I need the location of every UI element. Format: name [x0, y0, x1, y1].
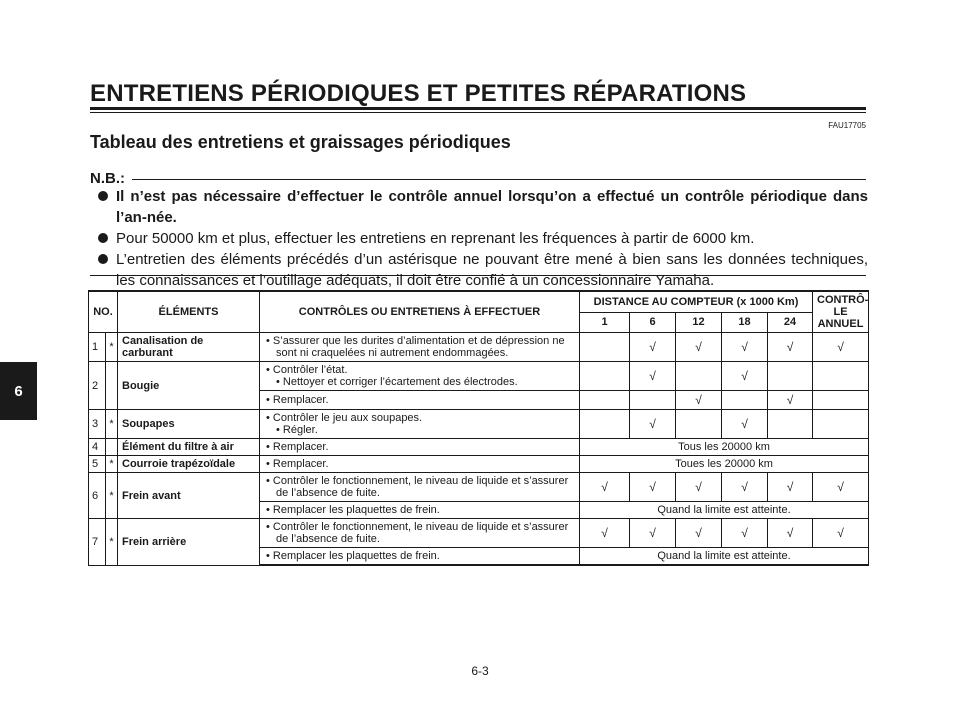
row-action: • Contrôler le jeu aux soupapes. • Régler.	[260, 410, 580, 439]
header-rule	[90, 107, 866, 110]
note-item	[98, 249, 868, 291]
row-action: • Remplacer les plaquettes de frein.	[260, 548, 580, 566]
row-element: Frein arrière	[118, 519, 260, 566]
check-cell	[768, 362, 813, 391]
row-interval: Tous les 20000 km	[580, 439, 869, 456]
chapter-title: ENTRETIENS PÉRIODIQUES ET PETITES RÉPARATIONS	[90, 80, 747, 107]
row-number: 7	[89, 519, 106, 566]
notes-rule	[90, 275, 866, 276]
check-mark: √	[676, 519, 722, 548]
asterisk: *	[106, 456, 118, 473]
row-action: • Remplacer.	[260, 391, 580, 410]
header-km: 1	[580, 312, 630, 332]
nb-rule	[132, 179, 866, 180]
check-mark: √	[722, 362, 768, 391]
check-cell	[630, 391, 676, 410]
asterisk: *	[106, 410, 118, 439]
check-mark: √	[722, 410, 768, 439]
check-mark: √	[768, 391, 813, 410]
table-row	[89, 362, 869, 391]
row-action: • Contrôler l’état. • Nettoyer et corriger l’écartement des électrodes.	[260, 362, 580, 391]
row-number: 4	[89, 439, 106, 456]
chapter-tab-number: 6	[14, 382, 23, 400]
row-action: • Contrôler le fonctionnement, le niveau de liquide et s’assurer de l’absence de fuite.	[260, 519, 580, 548]
bullet-icon	[98, 233, 108, 243]
check-mark: √	[676, 391, 722, 410]
check-mark: √	[722, 473, 768, 502]
section-title: Tableau des entretiens et graissages périodiques	[90, 132, 511, 152]
row-number: 1	[89, 333, 106, 362]
check-mark: √	[768, 519, 813, 548]
check-cell	[768, 410, 813, 439]
chapter-tab	[0, 362, 37, 420]
check-mark: √	[676, 473, 722, 502]
row-element: Soupapes	[118, 410, 260, 439]
row-element: Canalisation de carburant	[118, 333, 260, 362]
check-mark: √	[580, 519, 630, 548]
asterisk-empty	[106, 362, 118, 410]
page-number: 6-3	[471, 664, 489, 678]
table-row	[89, 439, 869, 456]
row-element: Élément du filtre à air	[118, 439, 260, 456]
check-mark: √	[676, 333, 722, 362]
check-mark: √	[768, 333, 813, 362]
row-element: Frein avant	[118, 473, 260, 519]
header-km: 18	[722, 312, 768, 332]
check-cell	[676, 362, 722, 391]
check-cell	[676, 410, 722, 439]
check-mark: √	[630, 362, 676, 391]
asterisk: *	[106, 519, 118, 566]
header-no: NO.	[89, 291, 118, 333]
check-cell	[813, 362, 869, 391]
note-item	[98, 186, 868, 228]
header-km: 12	[676, 312, 722, 332]
row-interval: Toues les 20000 km	[580, 456, 869, 473]
maintenance-table	[88, 290, 869, 566]
check-cell	[580, 391, 630, 410]
note-text: Pour 50000 km et plus, effectuer les entretiens en reprenant les fréquences à partir de 6000 km.	[116, 230, 755, 247]
row-interval: Quand la limite est atteinte.	[580, 548, 869, 566]
nb-label: N.B.:	[90, 170, 125, 187]
row-interval: Quand la limite est atteinte.	[580, 502, 869, 519]
table-row	[89, 410, 869, 439]
check-mark: √	[630, 410, 676, 439]
header-distance: DISTANCE AU COMPTEUR (x 1000 Km)	[580, 291, 813, 312]
check-mark: √	[813, 333, 869, 362]
check-cell	[580, 410, 630, 439]
asterisk: *	[106, 473, 118, 519]
reference-code: FAU17705	[828, 121, 866, 130]
row-action: • Remplacer.	[260, 439, 580, 456]
check-mark: √	[722, 519, 768, 548]
check-cell	[813, 410, 869, 439]
note-text: Il n’est pas nécessaire d’effectuer le contrôle annuel lorsqu’on a effectué un contrôle périodique dans l’an-née.	[116, 188, 868, 226]
asterisk-empty	[106, 439, 118, 456]
row-element: Bougie	[118, 362, 260, 410]
note-text: L’entretien des éléments précédés d’un astérisque ne pouvant être mené à bien sans les données techniques, les connaissances et l’outillage adéquats, il doit être confié à un concessionnaire Yamaha.	[116, 251, 868, 289]
row-action: • Contrôler le fonctionnement, le niveau de liquide et s’assurer de l’absence de fuite.	[260, 473, 580, 502]
check-mark: √	[768, 473, 813, 502]
bullet-icon	[98, 191, 108, 201]
check-mark: √	[813, 519, 869, 548]
row-action: • Remplacer les plaquettes de frein.	[260, 502, 580, 519]
row-element: Courroie trapézoïdale	[118, 456, 260, 473]
table-row	[89, 333, 869, 362]
row-number: 5	[89, 456, 106, 473]
check-mark: √	[813, 473, 869, 502]
header-km: 24	[768, 312, 813, 332]
check-cell	[813, 391, 869, 410]
check-mark: √	[722, 333, 768, 362]
check-cell	[722, 391, 768, 410]
check-cell	[580, 333, 630, 362]
check-mark: √	[630, 473, 676, 502]
header-elements: ÉLÉMENTS	[118, 291, 260, 333]
check-cell	[580, 362, 630, 391]
row-number: 2	[89, 362, 106, 410]
header-annual: CONTRÔ-LE ANNUEL	[813, 291, 869, 333]
table-row	[89, 456, 869, 473]
header-km: 6	[630, 312, 676, 332]
check-mark: √	[630, 519, 676, 548]
check-mark: √	[630, 333, 676, 362]
asterisk: *	[106, 333, 118, 362]
table-row	[89, 473, 869, 502]
header-rule-thin	[90, 112, 866, 113]
row-action: • Remplacer.	[260, 456, 580, 473]
table-header-row	[89, 291, 869, 312]
bullet-icon	[98, 254, 108, 264]
header-controls: CONTRÔLES OU ENTRETIENS À EFFECTUER	[260, 291, 580, 333]
row-action: • S’assurer que les durites d’alimentation et de dépression ne sont ni craquelées ni autrement endommagées.	[260, 333, 580, 362]
check-mark: √	[580, 473, 630, 502]
row-number: 6	[89, 473, 106, 519]
note-item	[98, 228, 868, 249]
table-row	[89, 519, 869, 548]
row-number: 3	[89, 410, 106, 439]
